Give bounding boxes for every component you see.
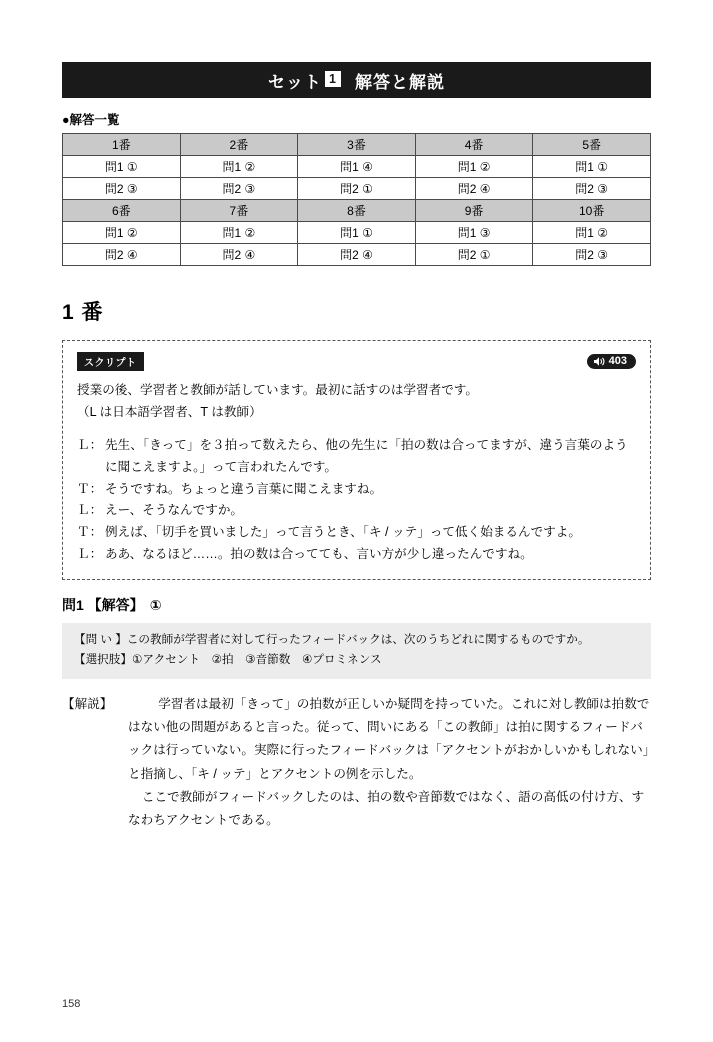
table-row — [63, 178, 651, 200]
script-tag: スクリプト — [77, 352, 144, 371]
explanation-paragraph: 学習者は最初「きって」の拍数が正しいか疑問を持っていた。これに対し教師は拍数ではない他の問題があると言った。従って、問いにある「この教師」は拍に関するフィードバックは行っていない。実際に行ったフィードバックは「アクセントがおかしいかもしれない」と指摘し、「キ / ッテ」とアクセントの例を示した。 — [128, 696, 650, 781]
dialogue-speaker: Ｌ： — [77, 438, 103, 453]
table-header-cell: 4番 — [415, 134, 533, 156]
answer-list-table — [62, 133, 651, 266]
table-row — [63, 244, 651, 266]
table-cell: 問2 ③ — [180, 178, 298, 200]
table-header-cell: 2番 — [180, 134, 298, 156]
dialogue-text: 例えば、「切手を買いました」って言うとき、「キ / ッテ」って低く始まるんですよ。 — [105, 524, 581, 539]
question-heading — [62, 595, 651, 615]
dialogue-line — [77, 544, 636, 566]
dialogue-line — [77, 435, 636, 478]
banner-title: 解答と解説 — [355, 72, 445, 92]
table-header-cell: 6番 — [63, 200, 181, 222]
table-cell: 問1 ② — [533, 222, 651, 244]
explanation-body — [128, 693, 651, 833]
table-cell: 問1 ① — [63, 156, 181, 178]
script-dialogue — [77, 435, 636, 565]
dialogue-speaker: Ｔ： — [77, 481, 103, 496]
table-cell: 問1 ② — [63, 222, 181, 244]
table-header-cell: 9番 — [415, 200, 533, 222]
table-cell: 問2 ① — [415, 244, 533, 266]
page-title: 1 番 — [62, 301, 104, 324]
dialogue-speaker: Ｔ： — [77, 524, 103, 539]
section-banner — [62, 62, 651, 98]
script-box — [62, 340, 651, 580]
answer-list-label: ●解答一覧 — [62, 113, 120, 127]
question-prompt-row — [74, 631, 639, 650]
question-choices-label: 【選択肢】 — [74, 653, 132, 667]
table-header-cell: 3番 — [298, 134, 416, 156]
table-cell: 問2 ③ — [533, 178, 651, 200]
table-cell: 問1 ② — [415, 156, 533, 178]
table-cell: 問2 ④ — [180, 244, 298, 266]
dialogue-speaker: Ｌ： — [77, 503, 103, 518]
table-cell: 問2 ① — [298, 178, 416, 200]
explanation-label: 【解説】 — [62, 696, 113, 711]
script-intro-line-2: （L は日本語学習者、T は教師） — [77, 404, 262, 419]
table-header-cell: 10番 — [533, 200, 651, 222]
question-prompt-text: この教師が学習者に対して行ったフィードバックは、次のうちどれに関するものですか。 — [126, 633, 590, 647]
page-number: 158 — [62, 998, 81, 1010]
table-cell: 問2 ④ — [63, 244, 181, 266]
question-choices-row — [74, 651, 639, 670]
table-cell: 問1 ① — [298, 222, 416, 244]
table-row — [63, 156, 651, 178]
table-cell: 問1 ① — [533, 156, 651, 178]
script-intro-line-1: 授業の後、学習者と教師が話しています。最初に話すのは学習者です。 — [77, 383, 478, 397]
page-content — [62, 0, 651, 833]
audio-track-number: 403 — [608, 355, 627, 367]
explanation-section — [62, 693, 651, 833]
table-header-cell: 5番 — [533, 134, 651, 156]
table-header-cell: 1番 — [63, 134, 181, 156]
explanation-paragraph: ここで教師がフィードバックしたのは、拍の数や音節数ではなく、語の高低の付け方、すなわちアクセントである。 — [128, 790, 645, 828]
table-cell: 問2 ③ — [533, 244, 651, 266]
table-row — [63, 134, 651, 156]
dialogue-text: えー、そうなんですか。 — [105, 503, 244, 518]
question-box — [62, 623, 651, 679]
audio-track-badge — [587, 354, 636, 369]
dialogue-text: ああ、なるほど……。拍の数は合ってても、言い方が少し違ったんですね。 — [105, 546, 533, 561]
table-cell: 問1 ② — [180, 222, 298, 244]
dialogue-line — [77, 479, 636, 501]
question-label: 問1 【解答】 — [62, 597, 144, 614]
banner-set-number: 1 — [325, 71, 341, 87]
table-cell: 問2 ③ — [63, 178, 181, 200]
table-cell: 問1 ④ — [298, 156, 416, 178]
dialogue-line — [77, 500, 636, 522]
table-header-cell: 7番 — [180, 200, 298, 222]
speaker-icon — [593, 356, 606, 367]
question-prompt-label: 【問 い 】 — [74, 633, 127, 647]
table-cell: 問1 ② — [180, 156, 298, 178]
table-cell: 問1 ③ — [415, 222, 533, 244]
dialogue-text: 先生、「きって」を３拍って数えたら、他の先生に「拍の数は合ってますが、違う言葉のように聞こえますよ。」って言われたんです。 — [105, 438, 628, 474]
dialogue-speaker: Ｌ： — [77, 546, 103, 561]
dialogue-text: そうですね。ちょっと違う言葉に聞こえますね。 — [105, 481, 383, 496]
table-header-cell: 8番 — [298, 200, 416, 222]
dialogue-line — [77, 522, 636, 544]
question-choices-text: ①アクセント ②拍 ③音節数 ④プロミネンス — [131, 653, 382, 667]
script-header — [77, 352, 636, 371]
question-answer: ① — [149, 597, 162, 614]
table-cell: 問2 ④ — [298, 244, 416, 266]
table-row — [63, 222, 651, 244]
script-intro — [77, 380, 636, 423]
table-cell: 問2 ④ — [415, 178, 533, 200]
banner-set-word: セット — [268, 72, 322, 92]
table-row — [63, 200, 651, 222]
